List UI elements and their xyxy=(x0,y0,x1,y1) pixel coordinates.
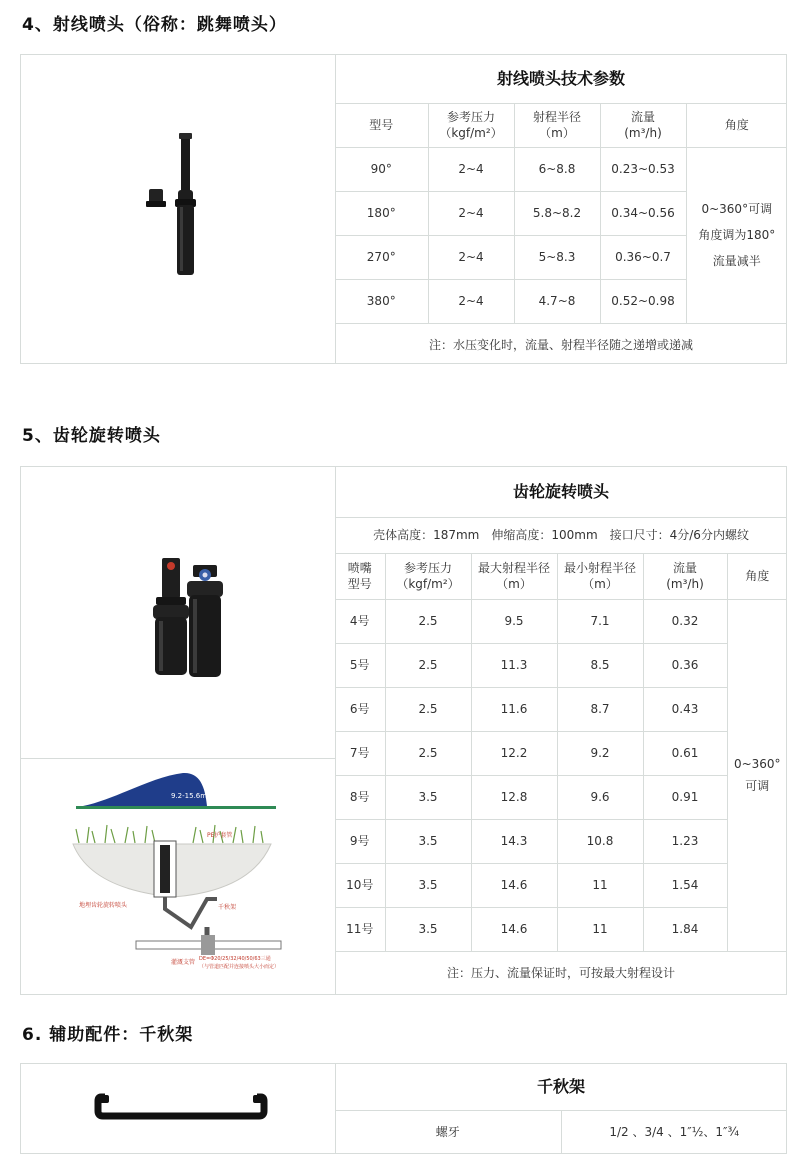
cell-pressure: 2.5 xyxy=(385,731,471,775)
cell-pressure: 2~4 xyxy=(428,191,514,235)
section-5-spec-table xyxy=(335,467,787,994)
table-row xyxy=(335,907,787,951)
section-6-image-area xyxy=(21,1064,336,1153)
cell-max-radius: 14.3 xyxy=(471,819,557,863)
cell-flow: 1.84 xyxy=(643,907,727,951)
table-row xyxy=(335,599,787,643)
cell-radius: 6~8.8 xyxy=(514,147,600,191)
cell-max-radius: 12.8 xyxy=(471,775,557,819)
cell-nozzle: 7号 xyxy=(335,731,385,775)
cell-max-radius: 11.3 xyxy=(471,643,557,687)
cell-nozzle: 11号 xyxy=(335,907,385,951)
section-5-table-title: 齿轮旋转喷头 xyxy=(335,467,787,517)
cell-nozzle: 4号 xyxy=(335,599,385,643)
section-6-heading: 6. 辅助配件：千秋架 xyxy=(22,1025,194,1045)
header-angle: 角度 xyxy=(686,103,787,147)
cell-min-radius: 9.6 xyxy=(557,775,643,819)
cell-nozzle: 8号 xyxy=(335,775,385,819)
diagram-label-tee-note: （与管道匹配并连接喷头大小而定） xyxy=(199,964,280,970)
header-min-radius: 最小射程半径 （m） xyxy=(557,553,643,599)
cell-pressure: 2~4 xyxy=(428,279,514,323)
cell-flow: 1.23 xyxy=(643,819,727,863)
section-4-table-title: 射线喷头技术参数 xyxy=(335,55,787,103)
cell-flow: 0.43 xyxy=(643,687,727,731)
cell-flow: 0.23~0.53 xyxy=(600,147,686,191)
section-5-note: 注：压力、流量保证时，可按最大射程设计 xyxy=(335,951,787,994)
cell-nozzle: 10号 xyxy=(335,863,385,907)
table-row xyxy=(335,731,787,775)
header-flow: 流量 (m³/h) xyxy=(643,553,727,599)
table-row xyxy=(335,643,787,687)
cell-nozzle: 9号 xyxy=(335,819,385,863)
cell-nozzle: 6号 xyxy=(335,687,385,731)
cell-flow: 0.91 xyxy=(643,775,727,819)
cell-pressure: 2.5 xyxy=(385,643,471,687)
cell-angle: 0~360°可调 角度调为180° 流量减半 xyxy=(686,147,787,323)
swing-joint-image xyxy=(21,1064,336,1153)
cell-pressure: 3.5 xyxy=(385,819,471,863)
section-5-heading: 5、齿轮旋转喷头 xyxy=(22,426,161,446)
diagram-label-pipe: 灌溉支管 xyxy=(171,959,196,966)
section-5-specs: 壳体高度：187mm 伸缩高度：100mm 接口尺寸：4分/6分内螺纹 xyxy=(335,517,787,553)
header-angle: 角度 xyxy=(727,553,787,599)
cell-flow: 0.32 xyxy=(643,599,727,643)
thread-label: 螺牙 xyxy=(335,1110,561,1153)
table-row xyxy=(335,775,787,819)
cell-pressure: 2~4 xyxy=(428,235,514,279)
section-6-table-title: 千秋架 xyxy=(335,1064,787,1110)
diagram-label-pe-sleeve: PE护套管 xyxy=(207,832,233,839)
section-5-panel xyxy=(20,466,787,995)
cell-flow: 0.52~0.98 xyxy=(600,279,686,323)
cell-flow: 0.36~0.7 xyxy=(600,235,686,279)
cell-max-radius: 9.5 xyxy=(471,599,557,643)
section-6-panel xyxy=(20,1063,787,1154)
section-4-image-area xyxy=(21,55,336,363)
header-max-radius: 最大射程半径 （m） xyxy=(471,553,557,599)
cell-pressure: 3.5 xyxy=(385,775,471,819)
cell-model: 270° xyxy=(335,235,428,279)
cell-min-radius: 11 xyxy=(557,863,643,907)
cell-flow: 1.54 xyxy=(643,863,727,907)
cell-min-radius: 11 xyxy=(557,907,643,951)
cell-pressure: 2~4 xyxy=(428,147,514,191)
cell-radius: 4.7~8 xyxy=(514,279,600,323)
header-pressure: 参考压力 （kgf/m²） xyxy=(428,103,514,147)
cell-model: 90° xyxy=(335,147,428,191)
section-6-spec-table xyxy=(335,1064,787,1153)
cell-flow: 0.61 xyxy=(643,731,727,775)
section-5-image-area xyxy=(21,467,336,994)
gear-rotor-sprinkler-image xyxy=(21,467,336,759)
section-4-panel xyxy=(20,54,787,364)
thread-sizes: 1/2 、3/4 、1″½、1″¾ xyxy=(561,1110,787,1153)
diagram-label-tee: DE=Φ20/25/32/40/50/63三通 xyxy=(199,956,271,962)
table-row xyxy=(335,819,787,863)
section-4-heading: 4、射线喷头（俗称：跳舞喷头） xyxy=(22,15,287,35)
cell-max-radius: 14.6 xyxy=(471,863,557,907)
section-4-note: 注：水压变化时，流量、射程半径随之递增或递减 xyxy=(335,323,787,367)
header-pressure: 参考压力 （kgf/m²） xyxy=(385,553,471,599)
cell-nozzle: 5号 xyxy=(335,643,385,687)
cell-angle: 0~360° 可调 xyxy=(727,599,787,951)
cell-pressure: 3.5 xyxy=(385,907,471,951)
cell-radius: 5~8.3 xyxy=(514,235,600,279)
cell-flow: 0.36 xyxy=(643,643,727,687)
diagram-label-sprinkler: 地埋齿轮旋转喷头 xyxy=(79,902,128,909)
cell-min-radius: 9.2 xyxy=(557,731,643,775)
cell-max-radius: 14.6 xyxy=(471,907,557,951)
installation-diagram xyxy=(21,759,336,994)
cell-radius: 5.8~8.2 xyxy=(514,191,600,235)
diagram-label-swing-joint: 千秋架 xyxy=(218,904,237,911)
header-nozzle: 喷嘴 型号 xyxy=(335,553,385,599)
header-flow: 流量 (m³/h) xyxy=(600,103,686,147)
cell-flow: 0.34~0.56 xyxy=(600,191,686,235)
range-label: 9.2-15.6m xyxy=(171,792,208,800)
cell-model: 380° xyxy=(335,279,428,323)
table-row xyxy=(335,687,787,731)
section-4-spec-table xyxy=(335,55,787,367)
cell-pressure: 2.5 xyxy=(385,599,471,643)
header-radius: 射程半径 （m） xyxy=(514,103,600,147)
cell-min-radius: 8.5 xyxy=(557,643,643,687)
cell-min-radius: 8.7 xyxy=(557,687,643,731)
cell-pressure: 2.5 xyxy=(385,687,471,731)
cell-min-radius: 7.1 xyxy=(557,599,643,643)
cell-max-radius: 12.2 xyxy=(471,731,557,775)
table-row xyxy=(335,863,787,907)
cell-pressure: 3.5 xyxy=(385,863,471,907)
header-model: 型号 xyxy=(335,103,428,147)
table-row xyxy=(335,147,787,191)
cell-model: 180° xyxy=(335,191,428,235)
cell-min-radius: 10.8 xyxy=(557,819,643,863)
pop-up-sprinkler-image xyxy=(21,55,336,363)
cell-max-radius: 11.6 xyxy=(471,687,557,731)
